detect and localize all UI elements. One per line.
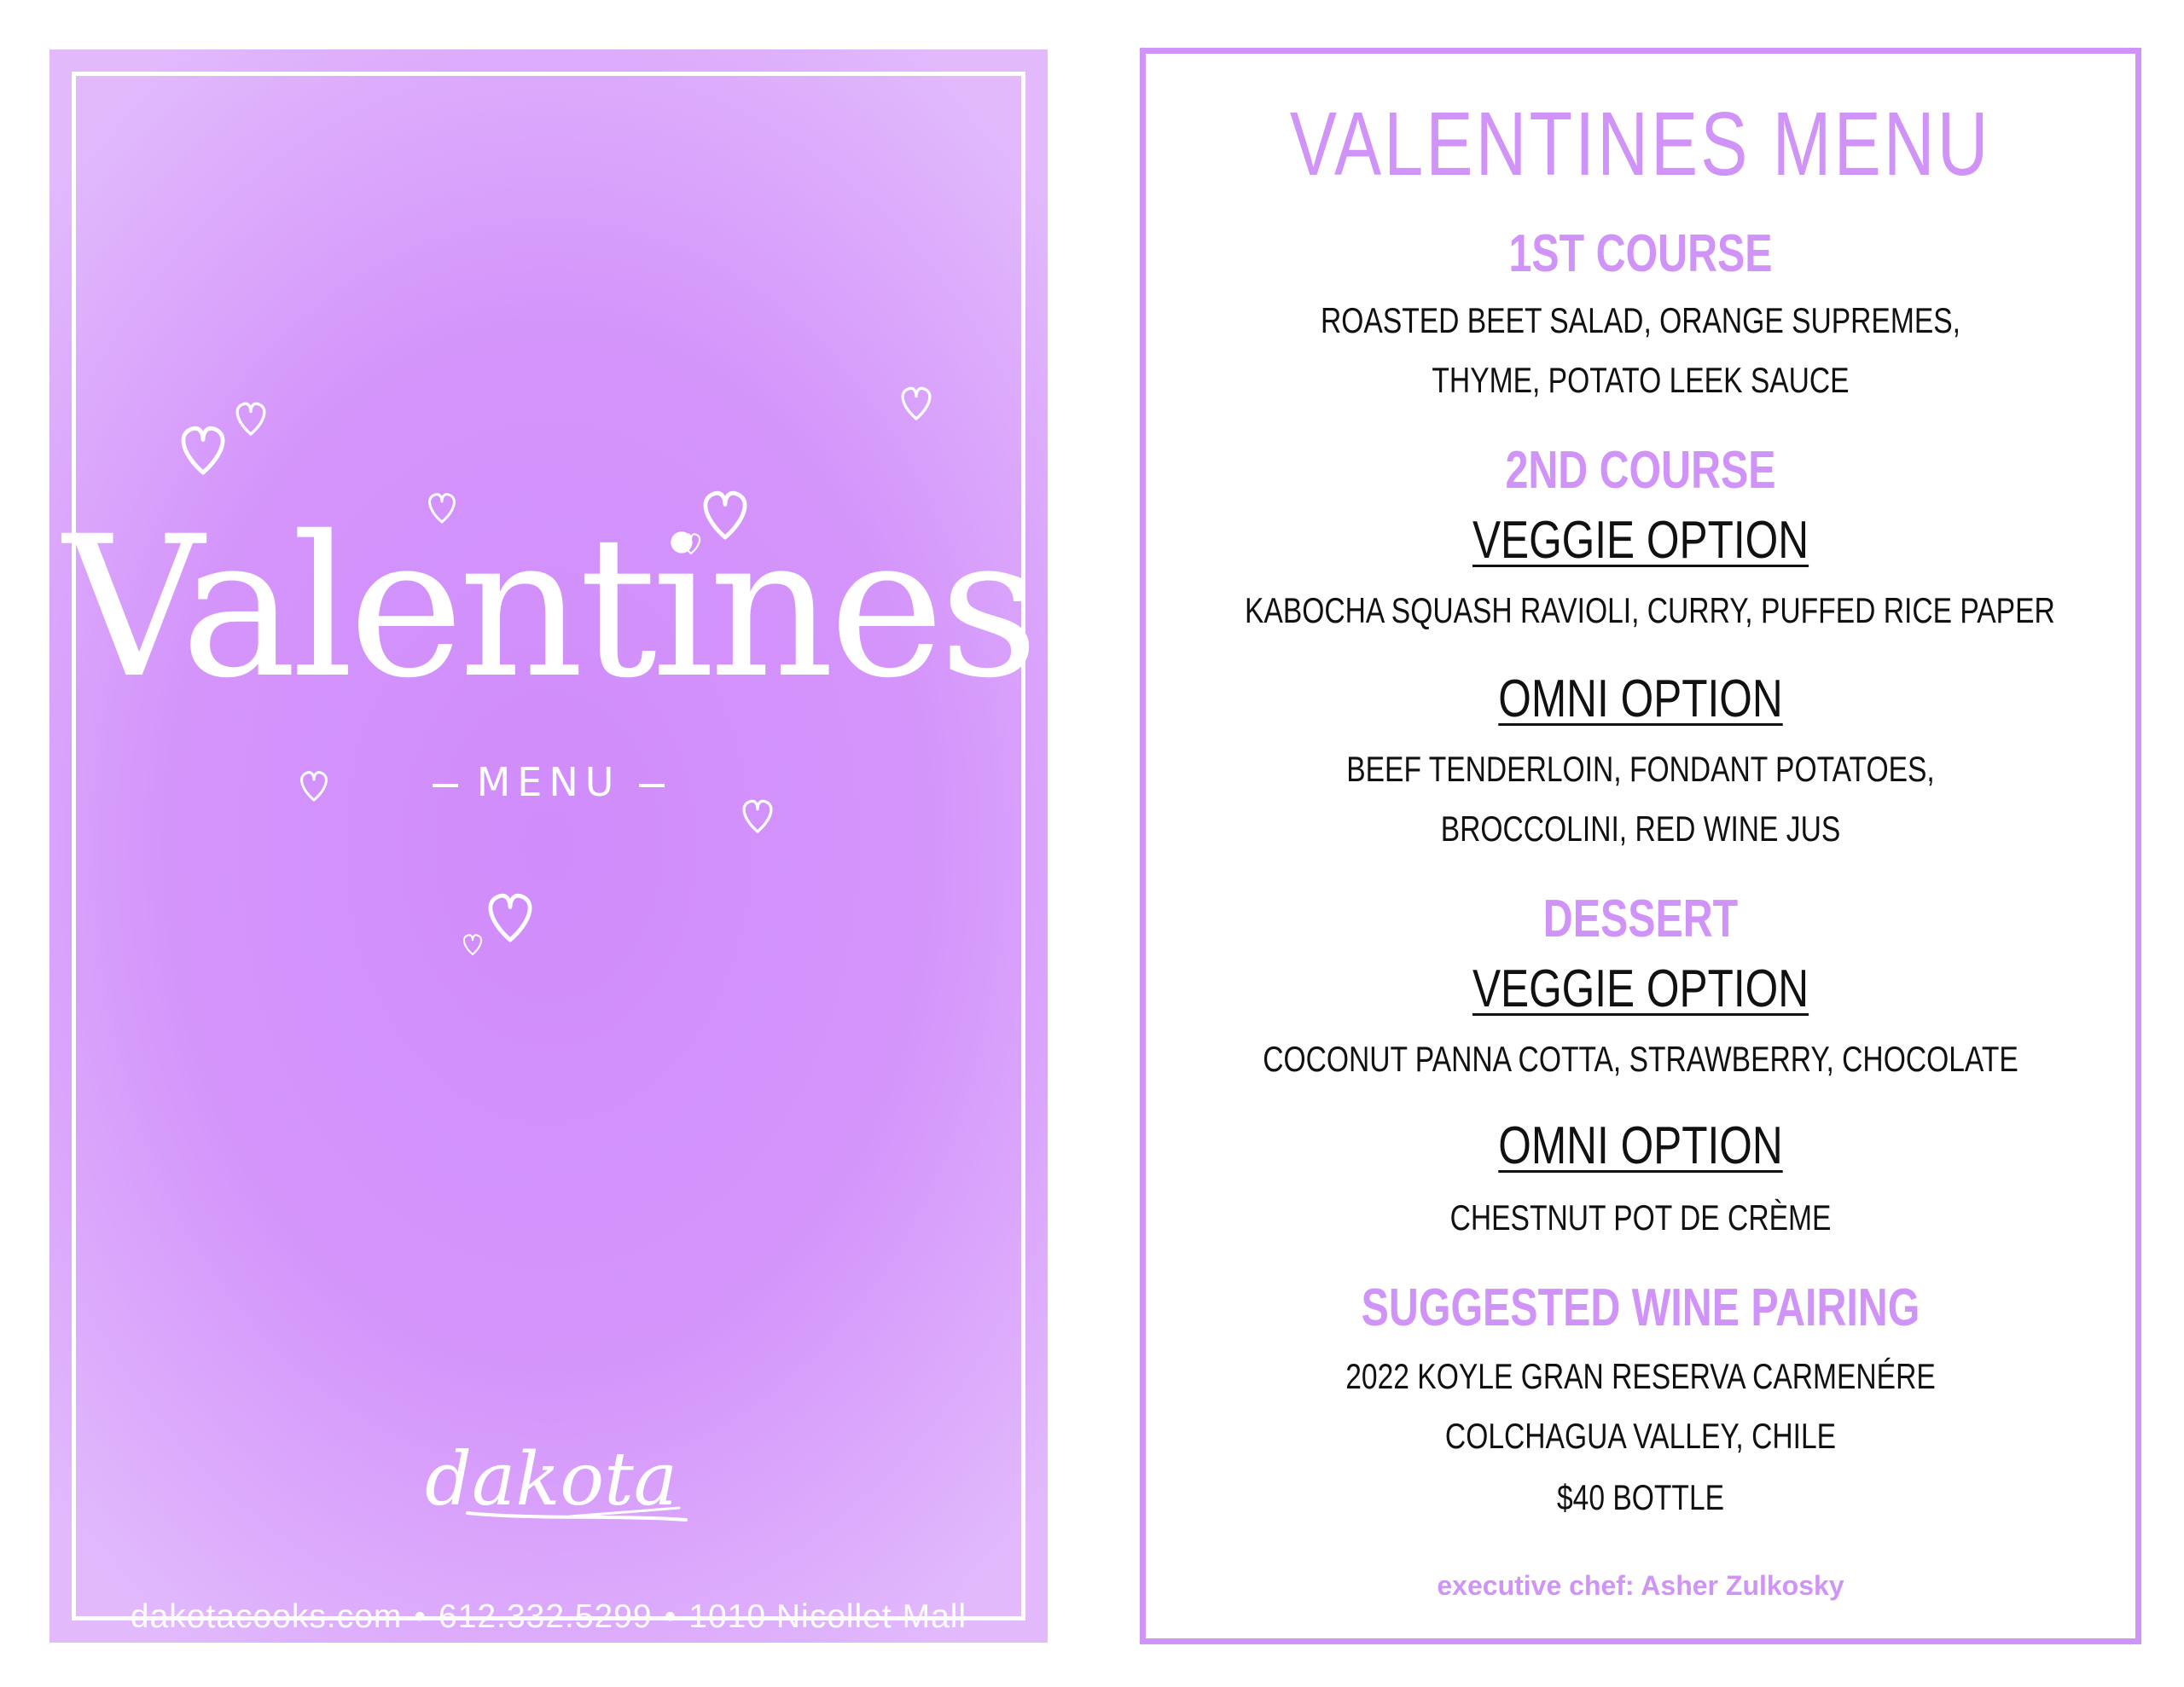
- second-course-veggie-label: VEGGIE OPTION: [1472, 511, 1809, 570]
- heart-icon: [491, 896, 530, 940]
- heart-icon: [237, 403, 264, 434]
- second-course-omni-label: OMNI OPTION: [1498, 670, 1783, 728]
- cover-card: [49, 49, 1048, 1643]
- dash-right: [639, 784, 665, 787]
- footer-separator: •: [414, 1598, 427, 1635]
- dessert-omni-label: OMNI OPTION: [1498, 1116, 1783, 1175]
- second-course-omni-line: BEEF TENDERLOIN, FONDANT POTATOES,: [1346, 749, 1935, 789]
- menu-title: VALENTINES MENU: [1290, 94, 1991, 194]
- phone-number: 612.332.5299: [439, 1598, 653, 1635]
- heart-icon: [183, 428, 223, 472]
- wine-line: COLCHAGUA VALLEY, CHILE: [1444, 1416, 1837, 1456]
- wine-price: $40 BOTTLE: [1556, 1477, 1725, 1517]
- first-course-line: ROASTED BEET SALAD, ORANGE SUPREMES,: [1321, 300, 1960, 340]
- dessert-veggie-line: COCONUT PANNA COTTA, STRAWBERRY, CHOCOLATE: [1263, 1039, 2018, 1079]
- footer-separator: •: [664, 1598, 677, 1635]
- hearts-decoration: [49, 49, 1048, 1643]
- heart-icon: [464, 935, 481, 954]
- heart-icon: [903, 388, 930, 419]
- first-course-line: THYME, POTATO LEEK SAUCE: [1432, 360, 1850, 400]
- cover-subtitle: [49, 759, 1048, 805]
- dakota-logo: [416, 1441, 698, 1535]
- second-course-heading: 2ND COURSE: [1505, 441, 1776, 500]
- second-course-omni-line: BROCCOLINI, RED WINE JUS: [1440, 809, 1841, 849]
- website-link[interactable]: dakotacooks.com: [130, 1598, 403, 1635]
- cover-subtitle-text: MENU: [476, 759, 621, 805]
- cover-footer: [49, 1600, 1048, 1633]
- second-course-veggie-line: KABOCHA SQUASH RAVIOLI, CURRY, PUFFED RICE PAPER: [1245, 590, 2055, 630]
- menu-header: [1146, 93, 2135, 195]
- dash-left: [433, 784, 458, 787]
- menu-card: [1140, 48, 2141, 1644]
- executive-chef: executive chef: Asher Zulkosky: [1437, 1570, 1844, 1601]
- address: 1010 Nicollet Mall: [688, 1598, 967, 1635]
- heart-icon: [744, 801, 771, 832]
- dessert-veggie-label: VEGGIE OPTION: [1472, 959, 1809, 1018]
- wine-line: 2022 KOYLE GRAN RESERVA CARMENÉRE: [1345, 1356, 1936, 1396]
- wine-heading: SUGGESTED WINE PAIRING: [1361, 1278, 1920, 1337]
- first-course-heading: 1ST COURSE: [1508, 224, 1773, 283]
- dessert-heading: DESSERT: [1542, 890, 1739, 948]
- cover-title: Valentines: [63, 494, 1034, 721]
- dessert-omni-line: CHESTNUT POT DE CRÈME: [1449, 1197, 1832, 1238]
- dakota-logo-text: dakota: [425, 1441, 678, 1522]
